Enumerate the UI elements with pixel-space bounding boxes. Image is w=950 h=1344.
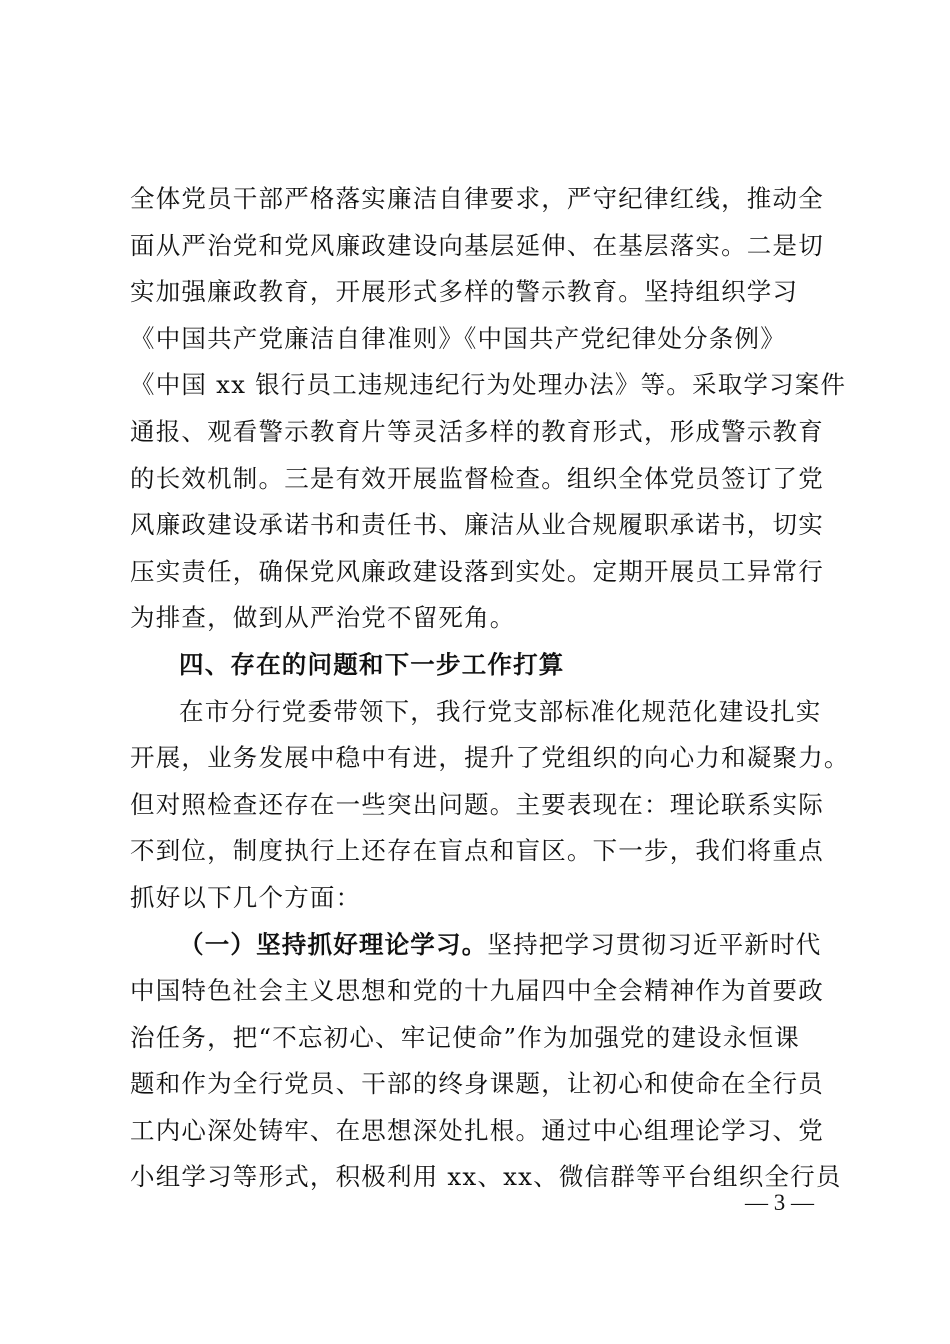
body-line: 治任务，把“不忘初心、牢记使命”作为加强党的建设永恒课 [130,1022,800,1052]
body-line: 风廉政建设承诺书和责任书、廉洁从业合规履职承诺书，切实 [130,510,824,540]
body-line: 在市分行党委带领下，我行党支部标准化规范化建设扎实 [179,696,822,726]
body-line: 全体党员干部严格落实廉洁自律要求，严守纪律红线，推动全 [130,184,824,213]
subsection-title: （一）坚持抓好理论学习。 [179,929,488,959]
body-line: 《中国共产党廉洁自律准则》《中国共产党纪律处分条例》 [130,323,786,353]
body-line: 工内心深处铸牢、在思想深处扎根。通过中心组理论学习、党 [130,1115,824,1145]
body-line: 《中国 xx 银行员工违规违纪行为处理办法》等。采取学习案件 [130,370,847,400]
section-heading: 四、存在的问题和下一步工作打算 [179,649,565,679]
body-line: 但对照检查还存在一些突出问题。主要表现在：理论联系实际 [130,789,824,819]
body-line: 不到位，制度执行上还存在盲点和盲区。下一步，我们将重点 [130,836,824,866]
body-line: 小组学习等形式，积极利用 xx、xx、微信群等平台组织全行员 [130,1162,842,1192]
document-body [130,176,850,1201]
body-line: 压实责任，确保党风廉政建设落到实处。定期开展员工异常行 [130,556,824,586]
body-line: 的长效机制。三是有效开展监督检查。组织全体党员签订了党 [130,463,824,493]
body-line: 面从严治党和党风廉政建设向基层延伸、在基层落实。二是切 [130,230,824,260]
page-number: — 3 — [745,1190,814,1215]
subsection-first-line [130,922,820,969]
body-line: 通报、观看警示教育片等灵活多样的教育形式，形成警示教育 [130,416,824,446]
body-line: 题和作为全行党员、干部的终身课题，让初心和使命在全行员 [130,1069,824,1099]
body-line: 抓好以下几个方面： [130,882,362,912]
body-line: 中国特色社会主义思想和党的十九届四中全会精神作为首要政 [130,976,824,1006]
subsection-text: 坚持把学习贯彻习近平新时代 [487,929,822,959]
body-line: 为排查，做到从严治党不留死角。 [130,603,516,633]
body-line: 开展，业务发展中稳中有进，提升了党组织的向心力和凝聚力。 [130,743,850,773]
body-line: 实加强廉政教育，开展形式多样的警示教育。坚持组织学习 [130,277,799,307]
